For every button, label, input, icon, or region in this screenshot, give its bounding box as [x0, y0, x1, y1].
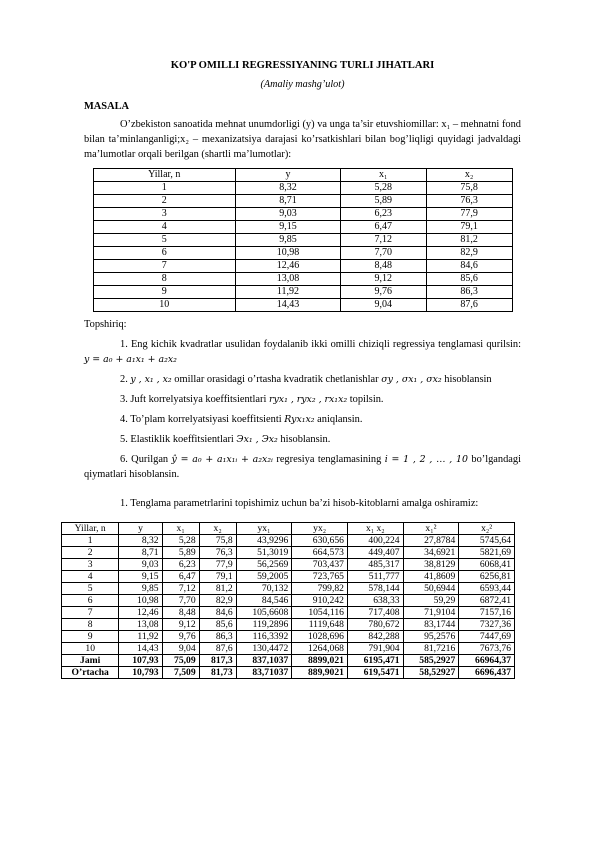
table-cell: 1	[62, 534, 119, 546]
document-title: KO'P OMILLI REGRESSIYANING TURLI JIHATLARI	[170, 60, 435, 71]
data-table-body	[93, 182, 512, 312]
summary-cell: 889,9021	[292, 666, 348, 678]
table-cell: 6256,81	[459, 570, 515, 582]
table-cell: 95,2576	[403, 630, 459, 642]
table-cell: 485,317	[347, 558, 403, 570]
data-table-header	[93, 169, 512, 182]
table-cell: 6,47	[162, 570, 199, 582]
table-cell: 7	[93, 260, 236, 273]
table-row	[93, 299, 512, 312]
table-cell: 6,23	[340, 208, 426, 221]
table-cell: 10,98	[119, 594, 162, 606]
table-cell: 81,7216	[403, 642, 459, 654]
task-3-symbols: ryx₁ , ryx₂ , rx₁x₂	[269, 393, 348, 405]
table-row	[62, 642, 515, 654]
table-row	[62, 606, 515, 618]
table-cell: 9,85	[236, 234, 341, 247]
table-cell: 1054,116	[292, 606, 348, 618]
table-cell: 723,765	[292, 570, 348, 582]
table-cell: 578,144	[347, 582, 403, 594]
table-row	[62, 570, 515, 582]
task-3-end: topilsin.	[349, 393, 384, 405]
table-cell: 9,76	[340, 286, 426, 299]
table-cell: 10	[62, 642, 119, 654]
table-cell: 11,92	[119, 630, 162, 642]
table-row	[93, 260, 512, 273]
table-cell: 34,6921	[403, 546, 459, 558]
table-cell: 76,3	[199, 546, 236, 558]
column-header: Yillar, n	[93, 169, 236, 182]
table-cell: 79,1	[426, 221, 512, 234]
table-cell: 116,3392	[236, 630, 292, 642]
table-cell: 9	[93, 286, 236, 299]
table-cell: 8,48	[340, 260, 426, 273]
table-cell: 77,9	[199, 558, 236, 570]
table-cell: 86,3	[199, 630, 236, 642]
table-cell: 8	[62, 618, 119, 630]
table-row	[62, 582, 515, 594]
column-header: x₂²	[459, 522, 515, 534]
table-cell: 2	[62, 546, 119, 558]
table-cell: 5,89	[162, 546, 199, 558]
table-cell: 638,33	[347, 594, 403, 606]
table-row	[93, 234, 512, 247]
table-cell: 7673,76	[459, 642, 515, 654]
table-cell: 717,408	[347, 606, 403, 618]
table-cell: 7447,69	[459, 630, 515, 642]
column-header: y	[236, 169, 341, 182]
summary-cell: 837,1037	[236, 654, 292, 666]
table-cell: 6	[62, 594, 119, 606]
table-cell: 9,03	[236, 208, 341, 221]
summary-cell: 83,71037	[236, 666, 292, 678]
table-row	[93, 221, 512, 234]
table-cell: 41,8609	[403, 570, 459, 582]
column-header: x₁ x₂	[347, 522, 403, 534]
task-5-end: hisoblansin.	[280, 433, 331, 445]
summary-cell: 107,93	[119, 654, 162, 666]
task-6-formula: ŷ = a₀ + a₁x₁ᵢ + a₂x₂ᵢ	[171, 454, 273, 465]
table-cell: 105,6608	[236, 606, 292, 618]
summary-cell: 8899,021	[292, 654, 348, 666]
summary-cell: 10,793	[119, 666, 162, 678]
task-6-range: i = 1 , 2 , … , 10	[384, 454, 468, 465]
task-2-text: omillar orasidagi o’rtasha kvadratik chetlanishlar	[174, 373, 379, 385]
table-cell: 1119,648	[292, 618, 348, 630]
table-cell: 791,904	[347, 642, 403, 654]
table-cell: 82,9	[426, 247, 512, 260]
task-4-text: 4. To’plam korrelyatsiyasi koeffitsienti	[120, 413, 282, 425]
summary-cell: 75,09	[162, 654, 199, 666]
column-header: yx₂	[292, 522, 348, 534]
calculation-table	[61, 522, 515, 679]
table-cell: 8,71	[119, 546, 162, 558]
task-6-end: bo’lgandagi qiymatlari hisoblansin.	[84, 454, 522, 481]
table-cell: 5,89	[340, 195, 426, 208]
task-6	[84, 452, 521, 482]
table-cell: 87,6	[199, 642, 236, 654]
summary-cell: Jami	[62, 654, 119, 666]
table-cell: 8,48	[162, 606, 199, 618]
table-cell: 842,288	[347, 630, 403, 642]
table-cell: 81,2	[199, 582, 236, 594]
table-cell: 1028,696	[292, 630, 348, 642]
table-cell: 5745,64	[459, 534, 515, 546]
table-row	[62, 618, 515, 630]
table-row	[62, 630, 515, 642]
table-cell: 9,76	[162, 630, 199, 642]
table-cell: 86,3	[426, 286, 512, 299]
table-cell: 59,2005	[236, 570, 292, 582]
summary-cell: O’rtacha	[62, 666, 119, 678]
table-cell: 7,12	[162, 582, 199, 594]
table-cell: 511,777	[347, 570, 403, 582]
table-cell: 630,656	[292, 534, 348, 546]
total-row	[62, 654, 515, 666]
table-cell: 38,8129	[403, 558, 459, 570]
summary-cell: 81,73	[199, 666, 236, 678]
table-cell: 3	[93, 208, 236, 221]
table-cell: 4	[62, 570, 119, 582]
table-cell: 12,46	[236, 260, 341, 273]
task-2-sigma: σy , σx₁ , σx₂	[381, 373, 442, 385]
table-cell: 5,28	[340, 182, 426, 195]
table-cell: 12,46	[119, 606, 162, 618]
table-cell: 27,8784	[403, 534, 459, 546]
topshiriq-heading: Topshiriq:	[84, 319, 127, 331]
table-cell: 56,2569	[236, 558, 292, 570]
table-cell: 9	[62, 630, 119, 642]
column-header: x₂	[426, 169, 512, 182]
task-5-text: 5. Elastiklik koeffitsientlari	[120, 433, 234, 445]
task-2-end: hisoblansin	[444, 373, 492, 385]
table-cell: 85,6	[199, 618, 236, 630]
table-cell: 9,15	[236, 221, 341, 234]
table-cell: 10	[93, 299, 236, 312]
summary-cell: 7,509	[162, 666, 199, 678]
table-cell: 449,407	[347, 546, 403, 558]
table-cell: 7,70	[340, 247, 426, 260]
task-1-formula: y = a₀ + a₁x₁ + a₂x₂	[84, 353, 177, 365]
table-cell: 7,12	[340, 234, 426, 247]
table-cell: 8,71	[236, 195, 341, 208]
table-cell: 6872,41	[459, 594, 515, 606]
table-cell: 82,9	[199, 594, 236, 606]
summary-cell: 6195,471	[347, 654, 403, 666]
table-cell: 5	[62, 582, 119, 594]
table-cell: 83,1744	[403, 618, 459, 630]
table-row	[62, 558, 515, 570]
task-4-end: aniqlansin.	[317, 413, 363, 425]
document-subtitle: (Amaliy mashg’ulot)	[260, 79, 345, 91]
table-cell: 6,23	[162, 558, 199, 570]
intro-paragraph: O’zbekiston sanoatida mehnat unumdorligi (y) va unga ta’sir etuvshiomillar: x₁ – mehnatni fond bilan ta’minlanganligi;x₂ – mexanizatsiya darajasi ko’rsatkishlari bilan bog’liqligi quyidagi jadvaldagi ma’lumotlar orqali berilgan (shartli ma’lumotlar):	[84, 119, 521, 161]
table-row	[62, 594, 515, 606]
table-row	[62, 534, 515, 546]
table-cell: 5,28	[162, 534, 199, 546]
table-cell: 9,12	[162, 618, 199, 630]
task-2-vars: y , x₁ , x₂	[130, 373, 172, 385]
table-cell: 77,9	[426, 208, 512, 221]
masala-heading: MASALA	[84, 101, 130, 113]
column-header: x₁	[340, 169, 426, 182]
table-cell: 9,15	[119, 570, 162, 582]
table-cell: 400,224	[347, 534, 403, 546]
table-cell: 2	[93, 195, 236, 208]
table-cell: 9,04	[162, 642, 199, 654]
summary-cell: 619,5471	[347, 666, 403, 678]
task-5-symbols: Эx₁ , Эx₂	[236, 433, 278, 445]
table-cell: 13,08	[119, 618, 162, 630]
table-cell: 1	[93, 182, 236, 195]
task-1	[84, 337, 521, 367]
summary-cell: 6696,437	[459, 666, 515, 678]
table-cell: 4	[93, 221, 236, 234]
summary-cell: 66964,37	[459, 654, 515, 666]
table-cell: 70,132	[236, 582, 292, 594]
section-1-text: 1. Tenglama parametrlarini topishimiz uchun ba’zi hisob-kitoblarni amalga oshiramiz:	[120, 498, 479, 510]
task-6-text: 6. Qurilgan	[120, 454, 169, 465]
table-cell: 75,8	[199, 534, 236, 546]
task-2	[84, 372, 521, 387]
column-header: y	[119, 522, 162, 534]
table-cell: 84,546	[236, 594, 292, 606]
table-cell: 5821,69	[459, 546, 515, 558]
column-header: Yillar, n	[62, 522, 119, 534]
table-cell: 79,1	[199, 570, 236, 582]
data-table	[93, 168, 513, 312]
task-1-text: 1. Eng kichik kvadratlar usulidan foydalanib ikki omilli chiziqli regressiya tenglamasi qurilsin:	[120, 338, 521, 350]
table-row	[93, 195, 512, 208]
table-cell: 75,8	[426, 182, 512, 195]
average-row	[62, 666, 515, 678]
table-cell: 9,04	[340, 299, 426, 312]
table-cell: 10,98	[236, 247, 341, 260]
table-cell: 7	[62, 606, 119, 618]
calculation-table-body	[62, 534, 515, 678]
table-cell: 799,82	[292, 582, 348, 594]
table-cell: 8,32	[119, 534, 162, 546]
table-cell: 7327,36	[459, 618, 515, 630]
table-cell: 780,672	[347, 618, 403, 630]
table-cell: 43,9296	[236, 534, 292, 546]
task-4-symbol: Ryx₁x₂	[284, 413, 315, 425]
column-header: x₁	[162, 522, 199, 534]
summary-cell: 585,2927	[403, 654, 459, 666]
table-cell: 9,03	[119, 558, 162, 570]
table-cell: 130,4472	[236, 642, 292, 654]
table-cell: 85,6	[426, 273, 512, 286]
table-cell: 8,32	[236, 182, 341, 195]
table-cell: 6593,44	[459, 582, 515, 594]
table-cell: 81,2	[426, 234, 512, 247]
table-cell: 71,9104	[403, 606, 459, 618]
table-cell: 703,437	[292, 558, 348, 570]
task-3-text: 3. Juft korrelyatsiya koeffitsientlari	[120, 393, 267, 405]
table-cell: 8	[93, 273, 236, 286]
column-header: x₂	[199, 522, 236, 534]
calculation-table-header	[62, 522, 515, 534]
table-cell: 9,85	[119, 582, 162, 594]
column-header: x₁²	[403, 522, 459, 534]
table-row	[93, 273, 512, 286]
table-row	[93, 182, 512, 195]
table-cell: 59,29	[403, 594, 459, 606]
table-cell: 9,12	[340, 273, 426, 286]
table-cell: 50,6944	[403, 582, 459, 594]
table-cell: 13,08	[236, 273, 341, 286]
table-cell: 14,43	[119, 642, 162, 654]
table-cell: 6	[93, 247, 236, 260]
table-cell: 6068,41	[459, 558, 515, 570]
task-6-mid: regresiya tenglamasining	[276, 454, 382, 465]
table-cell: 14,43	[236, 299, 341, 312]
table-row	[93, 208, 512, 221]
column-header: yx₁	[236, 522, 292, 534]
table-cell: 664,573	[292, 546, 348, 558]
table-cell: 7,70	[162, 594, 199, 606]
table-cell: 84,6	[426, 260, 512, 273]
summary-cell: 817,3	[199, 654, 236, 666]
table-cell: 84,6	[199, 606, 236, 618]
table-cell: 11,92	[236, 286, 341, 299]
table-cell: 7157,16	[459, 606, 515, 618]
table-cell: 3	[62, 558, 119, 570]
table-cell: 5	[93, 234, 236, 247]
table-cell: 51,3019	[236, 546, 292, 558]
table-row	[62, 546, 515, 558]
task-2-number: 2.	[120, 373, 128, 385]
table-cell: 119,2896	[236, 618, 292, 630]
task-3	[84, 392, 521, 407]
task-5	[84, 432, 521, 447]
summary-cell: 58,52927	[403, 666, 459, 678]
table-cell: 6,47	[340, 221, 426, 234]
table-cell: 1264,068	[292, 642, 348, 654]
table-cell: 910,242	[292, 594, 348, 606]
task-4	[84, 412, 521, 427]
table-row	[93, 247, 512, 260]
table-cell: 76,3	[426, 195, 512, 208]
table-row	[93, 286, 512, 299]
table-cell: 87,6	[426, 299, 512, 312]
